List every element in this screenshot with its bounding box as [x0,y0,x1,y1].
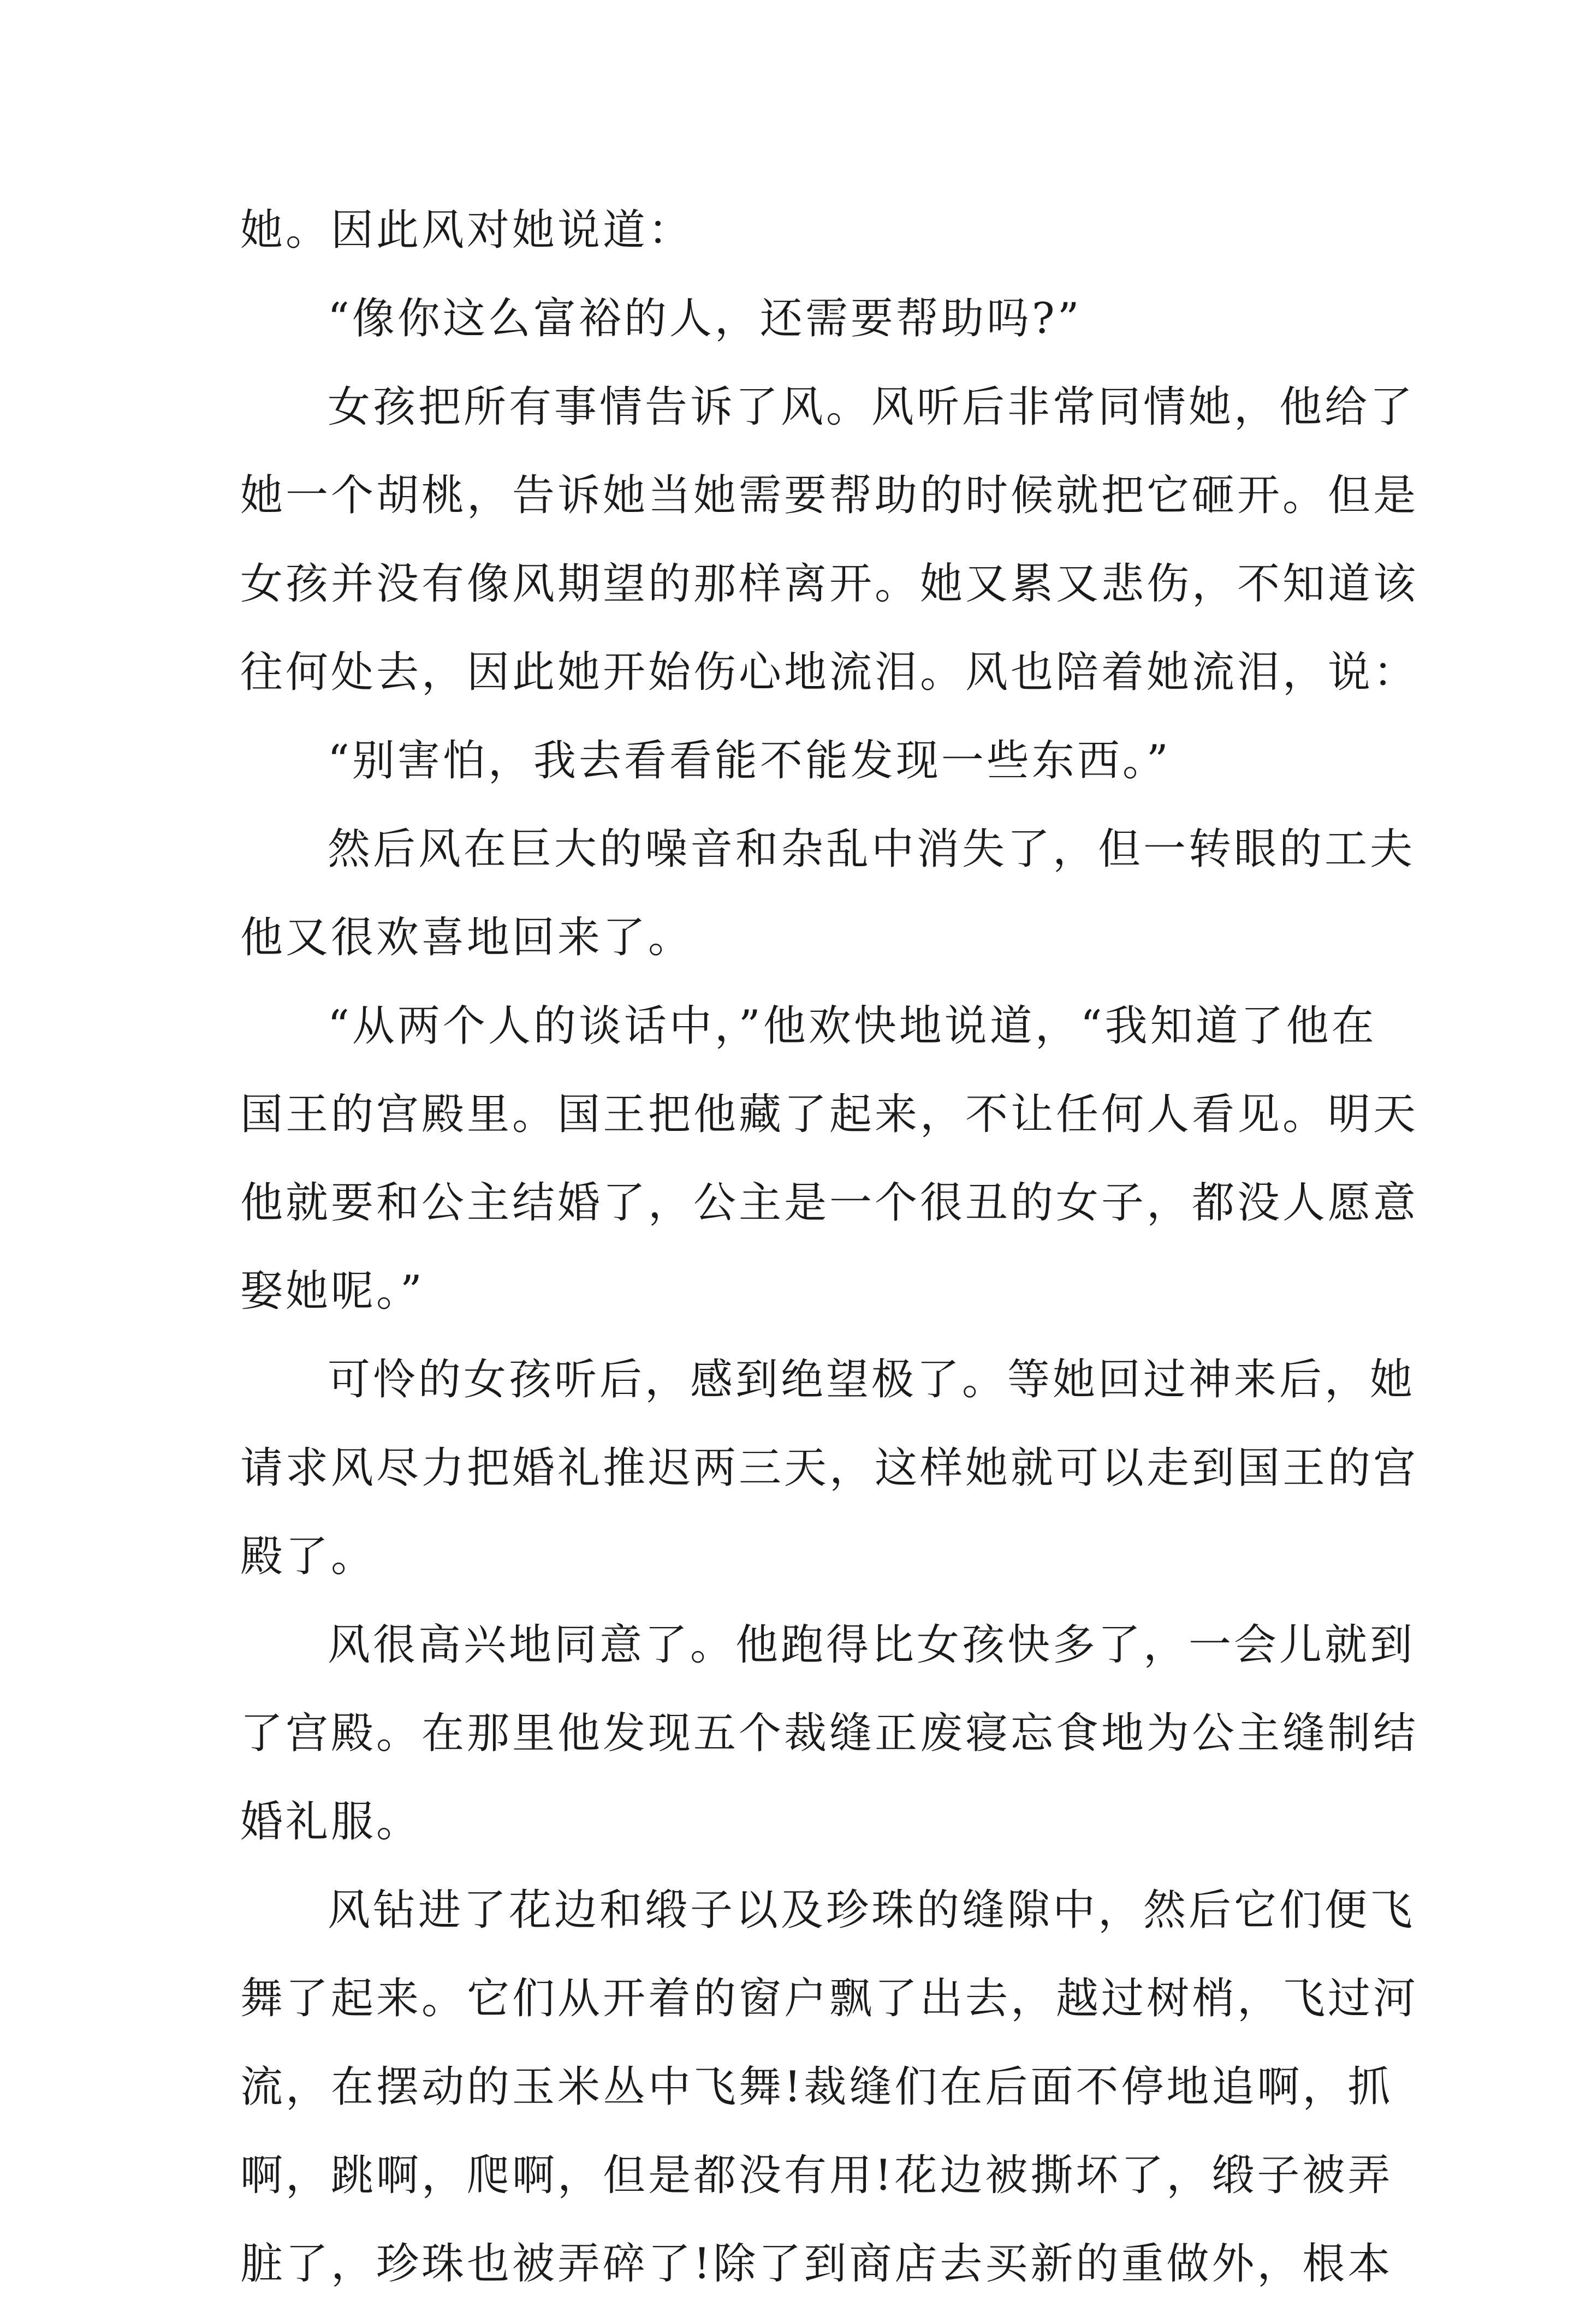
text-line: 请求风尽力把婚礼推迟两三天，这样她就可以走到国王的宫 [240,1444,1419,1493]
text-line: 往何处去，因此她开始伤心地流泪。风也陪着她流泪，说： [240,648,1419,697]
text-line: 国王的宫殿里。国王把他藏了起来，不让任何人看见。明天 [240,1090,1419,1139]
body-text [240,202,1419,2324]
text-line: “从两个人的谈话中，”他欢快地说道，“我知道了他在 [328,1002,1377,1051]
text-line: 女孩并没有像风期望的那样离开。她又累又悲伤，不知道该 [240,559,1419,609]
text-line: 娶她呢。” [240,1267,425,1316]
text-line: 舞了起来。它们从开着的窗户飘了出去，越过树梢，飞过河 [240,1974,1419,2023]
text-line: 风很高兴地同意了。他跑得比女孩快多了，一会儿就到 [328,1620,1416,1670]
text-line: “像你这么富裕的人，还需要帮助吗?” [328,294,1082,343]
text-line: 她一个胡桃，告诉她当她需要帮助的时候就把它砸开。但是 [240,471,1419,520]
text-line: “别害怕，我去看看能不能发现一些东西。” [328,736,1171,785]
text-line: 她。因此风对她说道： [240,206,694,255]
text-line: 他就要和公主结婚了，公主是一个很丑的女子，都没人愿意 [240,1178,1419,1227]
text-line: 了宫殿。在那里他发现五个裁缝正废寝忘食地为公主缝制结 [240,1709,1419,1758]
text-line: 他又很欢喜地回来了。 [240,913,694,962]
text-line: 殿了。 [240,1532,377,1581]
text-line: 然后风在巨大的噪音和杂乱中消失了，但一转眼的工夫 [328,825,1416,874]
text-line: 流，在摆动的玉米丛中飞舞!裁缝们在后面不停地追啊，抓 [240,2063,1393,2112]
text-line: 婚礼服。 [240,1797,422,1846]
text-line: 脏了，珍珠也被弄碎了!除了到商店去买新的重做外，根本 [240,2239,1393,2289]
text-line: 女孩把所有事情告诉了风。风听后非常同情她，他给了 [328,383,1416,432]
text-line: 可怜的女孩听后，感到绝望极了。等她回过神来后，她 [328,1355,1416,1404]
text-line: 啊，跳啊，爬啊，但是都没有用!花边被撕坏了，缎子被弄 [240,2151,1393,2200]
text-line: 风钻进了花边和缎子以及珍珠的缝隙中，然后它们便飞 [328,1886,1416,1935]
